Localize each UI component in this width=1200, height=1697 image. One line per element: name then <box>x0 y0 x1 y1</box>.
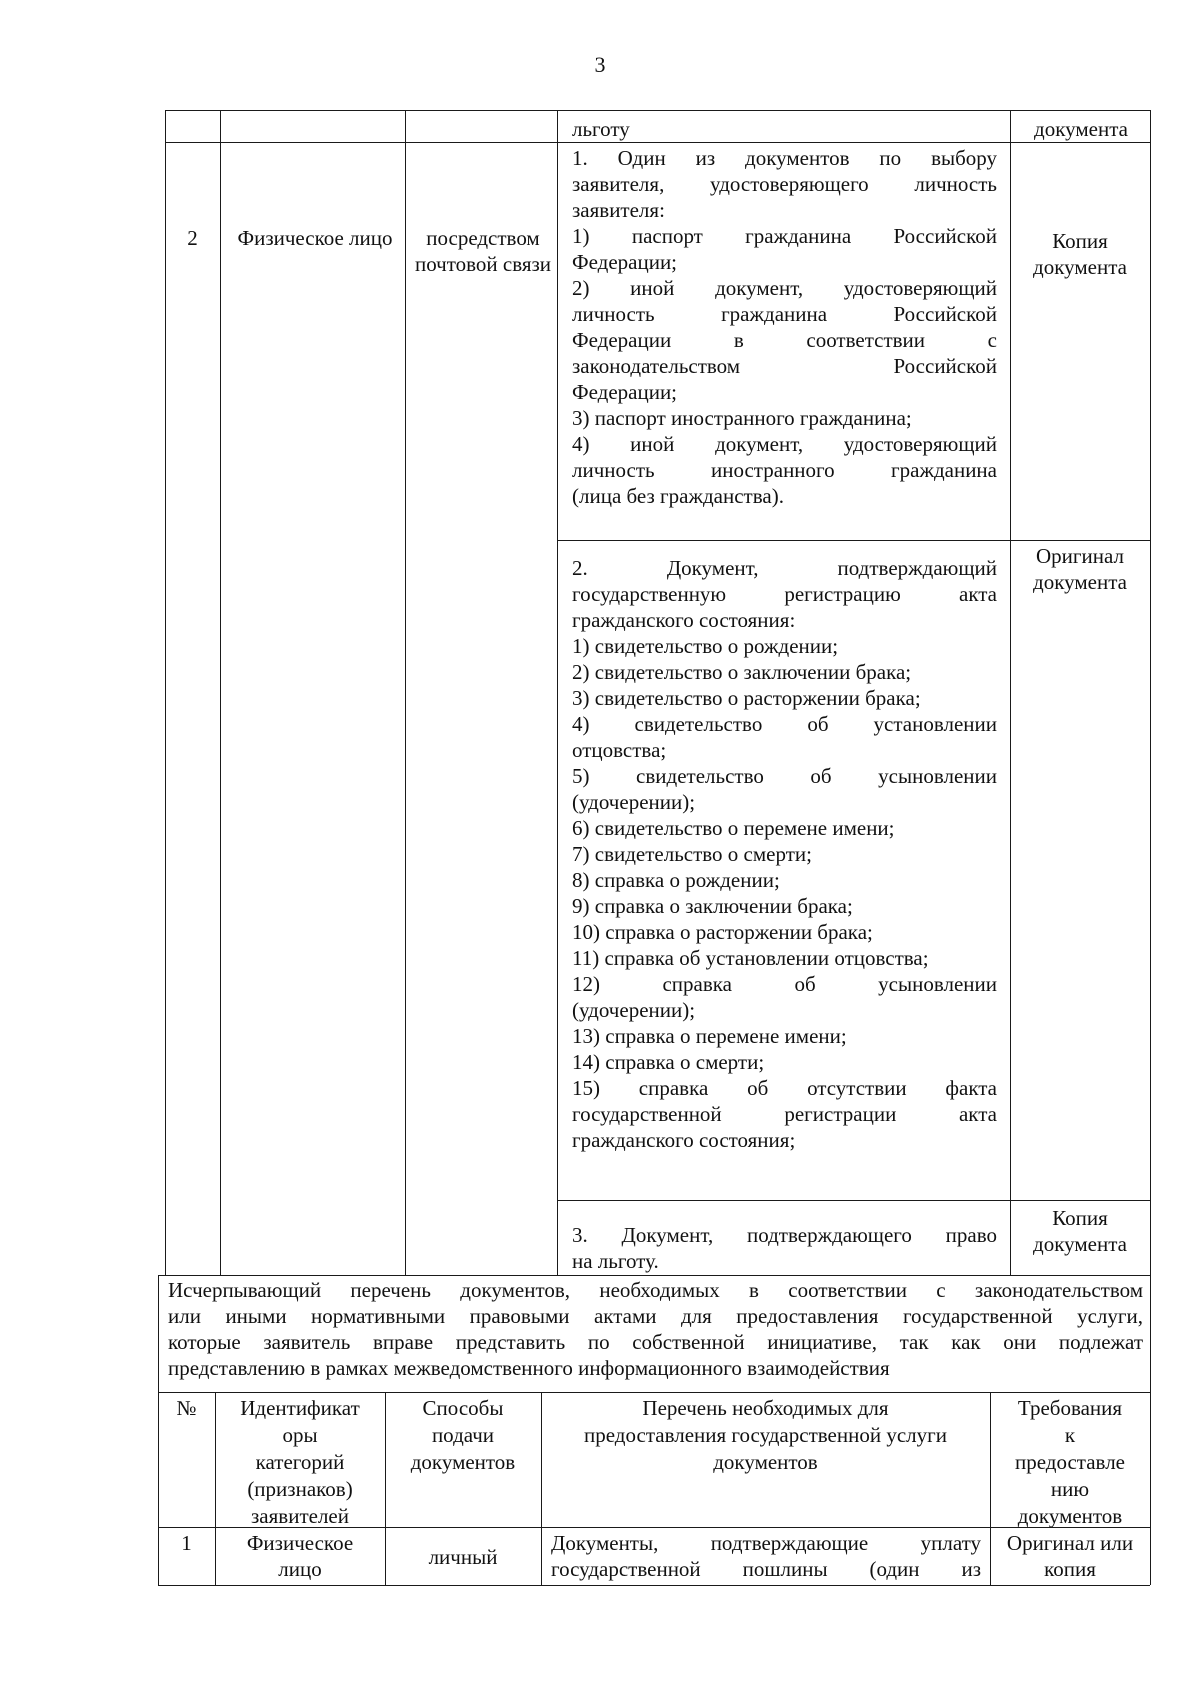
header-cont-col4: льготу <box>572 117 630 141</box>
submission-method: посредством почтовой связи <box>414 226 552 276</box>
doc1-text: 1. Один из документов по выбору заявителя, удостоверяющего личность заявителя: 1) паспорт гражданина Российской Федерации; 2) иной документ, удостоверяющий личность гражданина Российской Федерации в соответствии с законодательством Российской Федерации; 3) паспорт иностранного гражданина; 4) иной документ, удостоверяющий личность иностранного гражданина (лица без гражданства). <box>572 146 997 508</box>
row1-method: личный <box>428 1545 498 1569</box>
row1-requirement: Оригинал или копия <box>1006 1531 1134 1581</box>
page-number: 3 <box>594 52 606 77</box>
header-requirement: Требования к предоставле нию документов <box>1014 1396 1125 1528</box>
row1-number: 1 <box>181 1531 192 1555</box>
doc2-requirement: Оригинал документа <box>1033 544 1127 594</box>
header-method: Способы подачи документов <box>410 1396 516 1474</box>
header-num: № <box>176 1396 197 1420</box>
doc3-text: 3. Документ, подтверждающего право на льготу. <box>572 1223 997 1273</box>
doc3-requirement: Копия документа <box>1033 1206 1127 1256</box>
applicant-identifier: Физическое лицо <box>237 226 393 250</box>
row-number: 2 <box>187 226 198 250</box>
doc1-requirement: Копия документа <box>1033 229 1127 279</box>
doc2-text: 2. Документ, подтверждающий государственную регистрацию акта гражданского состояния: 1) свидетельство о рождении; 2) свидетельство о заключении брака; 3) свидетельство о расторжении брака; 4) свидетельство об установлении отцовства; 5) свидетельство об усыновлении (удочерении); 6) свидетельство о перемене имени; 7) свидетельство о смерти; 8) справка о рождении; 9) справка о заключении брака; 10) справка о расторжении брака; 11) справка об установлении отцовства; 12) справка об усыновлении (удочерении); 13) справка о перемене имени; 14) справка о смерти; 15) справка об отсутствии факта государственной регистрации акта гражданского состояния; <box>572 556 997 1152</box>
row1-identifier: Физическое лицо <box>246 1531 354 1581</box>
section-heading: Исчерпывающий перечень документов, необходимых в соответствии с законодательством или иными нормативными правовыми актами для предоставления государственной услуги, которые заявитель вправе представить по собственной инициативе, так как они подлежат представлению в рамках межведомственного информационного взаимодействия <box>168 1278 1143 1380</box>
header-identifier: Идентификат оры категорий (признаков) заявителей <box>240 1396 360 1528</box>
header-cont-col5: документа <box>1034 117 1128 141</box>
row1-list: Документы, подтверждающие уплату государственной пошлины (один из <box>551 1531 981 1581</box>
header-list: Перечень необходимых для предоставления государственной услуги документов <box>584 1396 947 1474</box>
